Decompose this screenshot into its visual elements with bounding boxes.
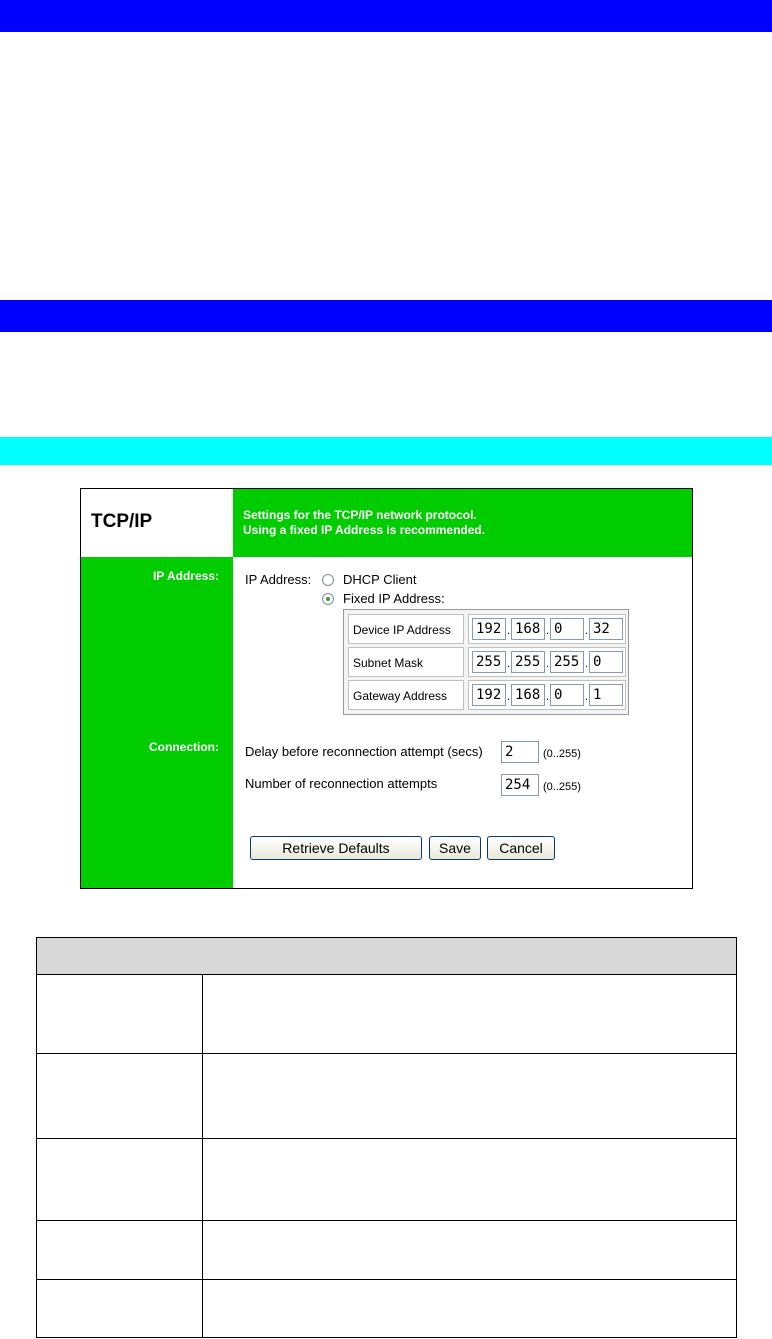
subnet-mask-fields <box>468 647 626 677</box>
panel-description <box>243 508 485 538</box>
gateway-octet-4[interactable]: 1 <box>589 684 623 706</box>
octet-separator: . <box>585 658 589 670</box>
fixed-ip-table <box>343 609 629 715</box>
sidebar-connection-label: Connection: <box>149 740 219 754</box>
sidebar-ip-address-label: IP Address: <box>152 569 219 583</box>
octet-separator: . <box>585 691 589 703</box>
reference-table <box>36 937 737 1338</box>
reconnection-delay-input[interactable]: 2 <box>501 741 539 763</box>
panel-sidebar <box>81 557 233 888</box>
device-ip-octet-4[interactable]: 32 <box>589 618 623 640</box>
dhcp-client-label[interactable]: DHCP Client <box>343 572 417 587</box>
fixed-ip-label[interactable]: Fixed IP Address: <box>343 591 445 606</box>
subnet-mask-octet-4[interactable]: 0 <box>589 651 623 673</box>
gateway-octet-2[interactable]: 168 <box>511 684 545 706</box>
subnet-mask-octet-1[interactable]: 255 <box>472 651 506 673</box>
blue-heading-bar-top <box>0 0 772 32</box>
reference-table-header <box>37 938 736 975</box>
octet-separator: . <box>507 691 511 703</box>
subnet-mask-label-cell <box>348 647 464 677</box>
dhcp-client-radio[interactable] <box>322 574 334 586</box>
table-row <box>37 1139 736 1221</box>
gateway-address-label: Gateway Address <box>353 689 448 703</box>
table-row <box>37 974 736 1054</box>
radio-selected-dot <box>326 597 330 601</box>
octet-separator: . <box>507 658 511 670</box>
octet-separator: . <box>546 691 550 703</box>
subnet-mask-label: Subnet Mask <box>353 656 424 670</box>
reconnection-attempts-range: (0..255) <box>543 781 581 793</box>
reconnection-attempts-input[interactable]: 254 <box>501 774 539 796</box>
panel-description-line-1: Settings for the TCP/IP network protocol. <box>243 508 477 522</box>
octet-separator: . <box>546 625 550 637</box>
blue-heading-bar-middle <box>0 300 772 332</box>
reconnection-delay-label: Delay before reconnection attempt (secs) <box>245 744 483 759</box>
table-row <box>37 1280 736 1338</box>
octet-separator: . <box>507 625 511 637</box>
device-ip-octet-3[interactable]: 0 <box>550 618 584 640</box>
subnet-mask-octet-3[interactable]: 255 <box>550 651 584 673</box>
reconnection-attempts-label: Number of reconnection attempts <box>245 776 438 791</box>
table-row <box>37 1054 736 1139</box>
device-ip-label: Device IP Address <box>353 623 451 637</box>
gateway-address-label-cell <box>348 680 464 710</box>
panel-description-line-2: Using a fixed IP Address is recommended. <box>243 523 486 537</box>
panel-description-cell <box>233 489 692 557</box>
cancel-button[interactable]: Cancel <box>487 836 555 860</box>
panel-body <box>233 557 692 888</box>
table-row <box>37 1221 736 1280</box>
device-ip-fields <box>468 614 626 644</box>
retrieve-defaults-button[interactable]: Retrieve Defaults <box>250 836 422 860</box>
subnet-mask-octet-2[interactable]: 255 <box>511 651 545 673</box>
gateway-address-fields <box>468 680 626 710</box>
gateway-octet-1[interactable]: 192 <box>472 684 506 706</box>
gateway-octet-3[interactable]: 0 <box>550 684 584 706</box>
save-button[interactable]: Save <box>429 836 481 860</box>
device-ip-octet-1[interactable]: 192 <box>472 618 506 640</box>
device-ip-label-cell <box>348 614 464 644</box>
cyan-section-bar <box>0 437 772 465</box>
ip-address-label: IP Address: <box>245 572 312 587</box>
tcpip-settings-panel <box>80 488 693 889</box>
panel-title-cell <box>81 489 233 557</box>
panel-title: TCP/IP <box>91 511 153 532</box>
reference-table-column-divider <box>202 974 203 1337</box>
fixed-ip-radio[interactable] <box>322 593 334 605</box>
octet-separator: . <box>546 658 550 670</box>
device-ip-octet-2[interactable]: 168 <box>511 618 545 640</box>
octet-separator: . <box>585 625 589 637</box>
reconnection-delay-range: (0..255) <box>543 748 581 760</box>
